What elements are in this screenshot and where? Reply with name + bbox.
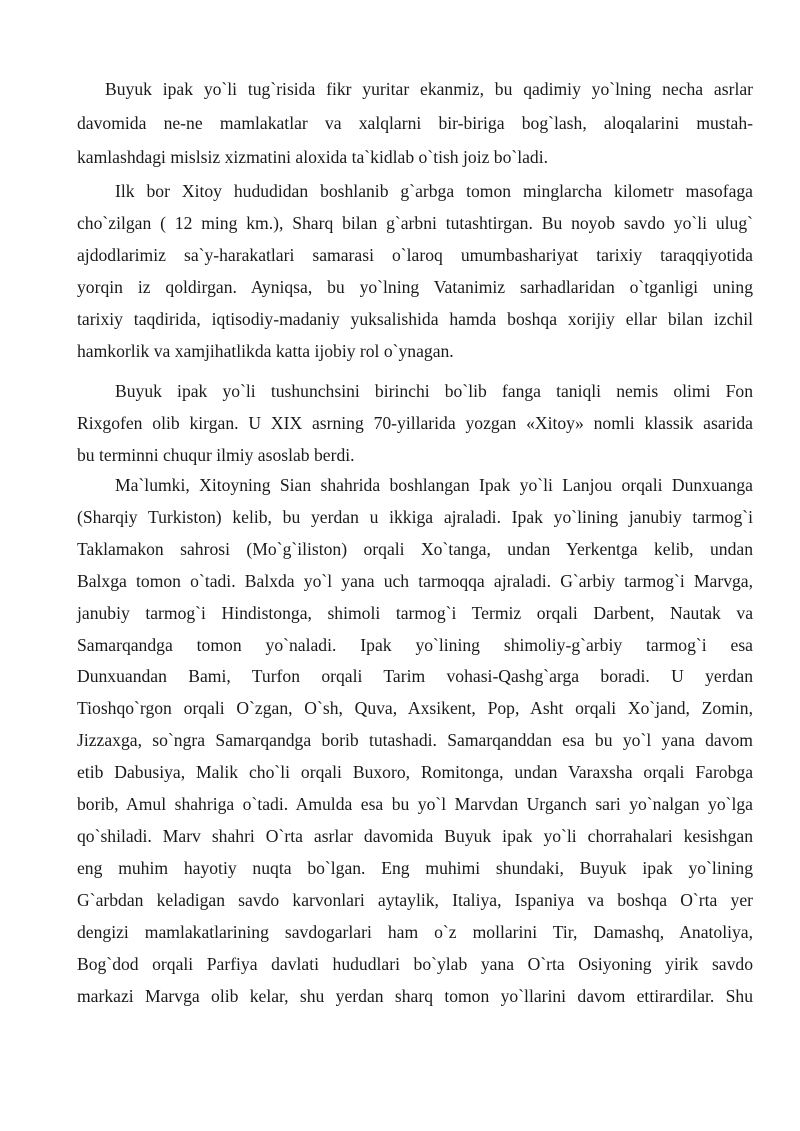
text-line: Buyuk ipak yo`li tug`risida fikr yuritar ekanmiz, bu qadimiy yo`lning necha asrlar: [105, 79, 753, 99]
text-line: dengizi mamlakatlarining savdogarlari ham o`z mollarini Tir, Damashq, Anatoliya,: [77, 921, 753, 942]
text-line: janubiy tarmog`i Hindistonga, shimoli tarmog`i Termiz orqali Darbent, Nautak va: [77, 602, 753, 623]
paragraph-origin: [77, 176, 753, 367]
text-line: Taklamakon sahrosi (Mo`g`iliston) orqali Xo`tanga, undan Yerkentga kelib, undan: [77, 538, 753, 559]
text-line: Samarqandga tomon yo`naladi. Ipak yo`lining shimoliy-g`arbiy tarmog`i esa: [77, 634, 753, 655]
text-line: Bog`dod orqali Parfiya davlati hududlari bo`ylab yana O`rta Osiyoning yirik savdo: [77, 953, 753, 974]
text-line: cho`zilgan ( 12 ming km.), Sharq bilan g`arbni tutashtirgan. Bu noyob savdo yo`li ulug`: [77, 212, 753, 233]
text-line: etib Dabusiya, Malik cho`li orqali Buxoro, Romitonga, undan Varaxsha orqali Farobga: [77, 762, 753, 783]
text-line: Tioshqo`rgon orqali O`zgan, O`sh, Quva, Axsikent, Pop, Asht orqali Xo`jand, Zomin,: [77, 698, 753, 719]
text-line: ajdodlarimiz sa`y-harakatlari samarasi o`laroq umumbashariyat tarixiy taraqqiyotida: [77, 244, 753, 265]
text-line: Dunxuandan Bami, Turfon orqali Tarim vohasi-Qashg`arga boradi. U yerdan: [77, 666, 753, 687]
paragraph-intro: [77, 72, 753, 174]
text-line: qo`shiladi. Marv shahri O`rta asrlar davomida Buyuk ipak yo`li chorrahalari kesishgan: [77, 825, 753, 846]
text-line: (Sharqiy Turkiston) kelib, bu yerdan u ikkiga ajraladi. Ipak yo`lining janubiy tarmog`i: [77, 506, 753, 527]
text-line: markazi Marvga olib kelar, shu yerdan sharq tomon yo`llarini davom ettirardilar. Shu: [77, 985, 753, 1006]
text-line: Ma`lumki, Xitoyning Sian shahrida boshlangan Ipak yo`li Lanjou orqali Dunxuanga: [115, 475, 753, 495]
text-line: bu terminni chuqur ilmiy asoslab berdi.: [77, 444, 355, 465]
text-line: Balxga tomon o`tadi. Balxda yo`l yana uch tarmoqqa ajraladi. G`arbiy tarmog`i Marvga,: [77, 570, 753, 591]
text-line: Ilk bor Xitoy hududidan boshlanib g`arbga tomon minglarcha kilometr masofaga: [115, 181, 753, 201]
text-line: Jizzaxga, so`ngra Samarqandga borib tutashadi. Samarqanddan esa bu yo`l yana davom: [77, 730, 753, 751]
text-line: Rixgofen olib kirgan. U XIX asrning 70-yillarida yozgan «Xitoy» nomli klassik asarida: [77, 412, 753, 433]
text-line: borib, Amul shahriga o`tadi. Amulda esa bu yo`l Marvdan Urganch sari yo`nalgan yo`lga: [77, 794, 753, 815]
paragraph-term: [77, 376, 753, 472]
text-line: kamlashdagi mislsiz xizmatini aloxida ta`kidlab o`tish joiz bo`ladi.: [77, 147, 549, 167]
text-line: G`arbdan keladigan savdo karvonlari aytaylik, Italiya, Ispaniya va boshqa O`rta yer: [77, 889, 753, 910]
text-line: yorqin iz qoldirgan. Ayniqsa, bu yo`lning Vatanimiz sarhadlaridan o`tganligi uning: [77, 276, 753, 297]
text-line: eng muhim hayotiy nuqta bo`lgan. Eng muhimi shundaki, Buyuk ipak yo`lining: [77, 857, 753, 878]
text-line: Buyuk ipak yo`li tushunchsini birinchi bo`lib fanga taniqli nemis olimi Fon: [115, 381, 753, 401]
text-line: hamkorlik va xamjihatlikda katta ijobiy rol o`ynagan.: [77, 340, 454, 361]
text-line: davomida ne-ne mamlakatlar va xalqlarni bir-biriga bog`lash, aloqalarini mustah-: [77, 113, 753, 133]
paragraph-routes: [77, 470, 753, 1012]
text-line: tarixiy taqdirida, iqtisodiy-madaniy yuksalishida hamda boshqa xorijiy ellar bilan izchil: [77, 308, 753, 329]
